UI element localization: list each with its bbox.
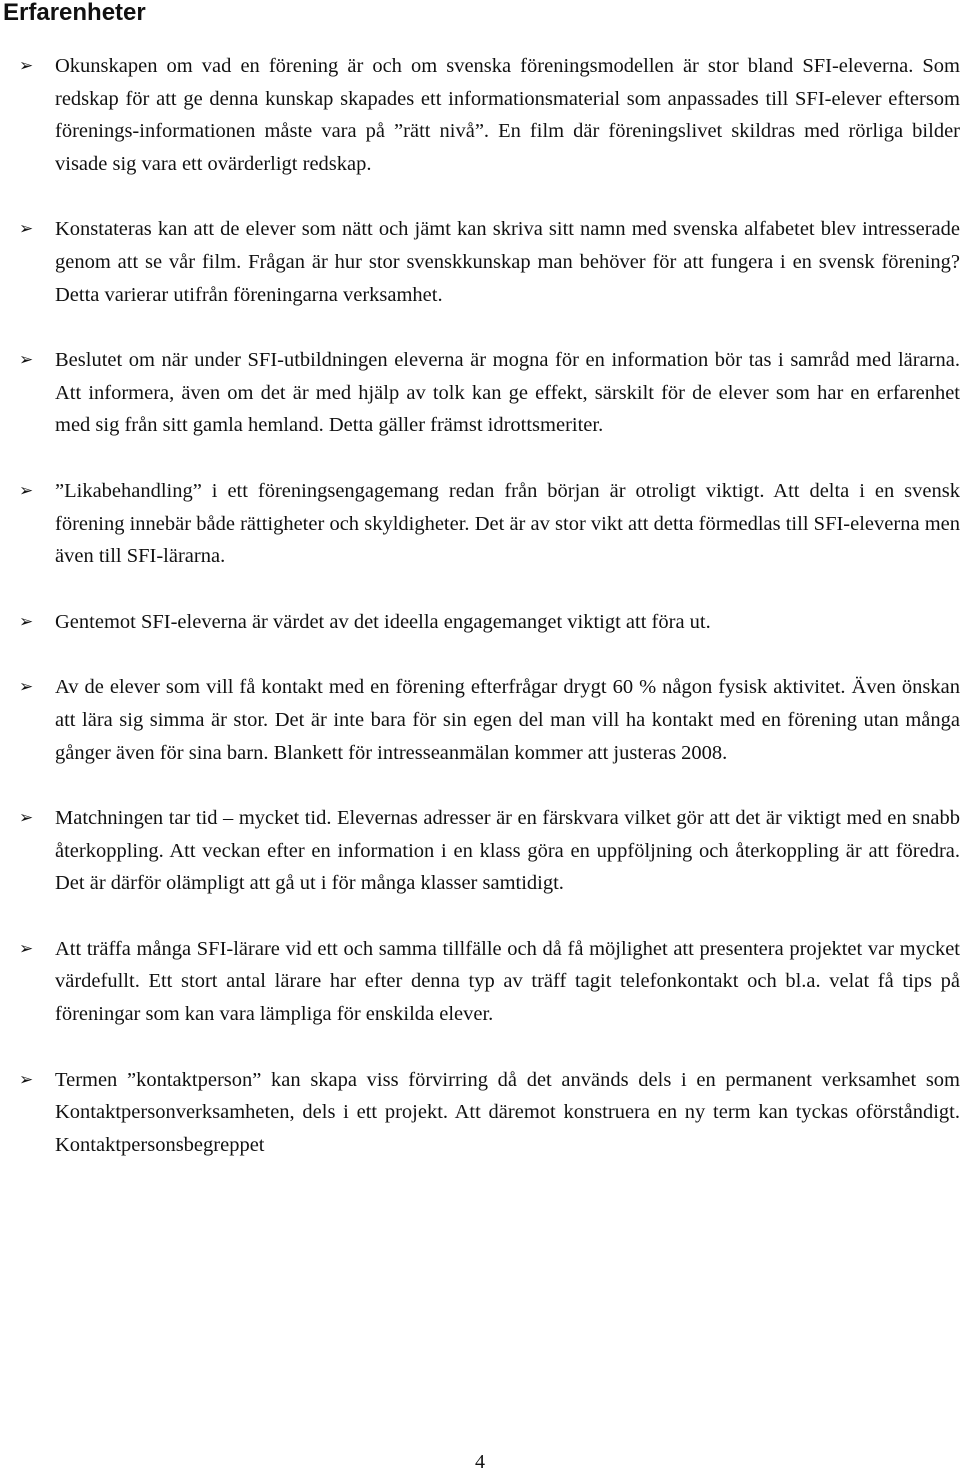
bullet-item: [0, 933, 960, 1031]
arrowhead-bullet-icon: ➢: [19, 611, 34, 632]
arrowhead-bullet-icon: ➢: [19, 808, 34, 829]
bullet-text: Beslutet om när under SFI-utbildningen eleverna är mogna för en information bör tas i samråd med lärarna. Att informera, även om det är med hjälp av tolk kan ge effekt, särskilt för de elever som har en erfarenhet med sig från sitt gamla hemland. Detta gäller främst idrottsmeriter.: [55, 349, 960, 437]
bullet-text: Termen ”kontaktperson” kan skapa viss förvirring då det används dels i en permanent verksamhet som Kontaktpersonverksamheten, dels i ett projekt. Att däremot konstruera en ny term kan tyckas oförståndigt. Kontaktpersonsbegreppet: [55, 1068, 960, 1156]
arrowhead-bullet-icon: ➢: [19, 56, 34, 76]
bullet-item: [0, 344, 960, 442]
bullet-item: [0, 606, 960, 639]
bullet-item: [0, 1064, 960, 1162]
page-number: 4: [475, 1451, 485, 1473]
bullet-text: ”Likabehandling” i ett föreningsengagemang redan från början är otroligt viktigt. Att delta i en svensk förening innebär både rättigheter och skyldigheter. Det är av stor vikt att detta förmedlas till SFI-eleverna men även till SFI-lärarna.: [55, 479, 960, 568]
section-heading: Erfarenheter: [3, 0, 146, 26]
bullet-text: Okunskapen om vad en förening är och om svenska föreningsmodellen är stor bland SFI-eleverna. Som redskap för att ge denna kunskap skapades ett informationsmaterial som anpassades till SFI-elever eftersom förenings-informationen måste vara på ”rätt nivå”. En film där föreningslivet skildras med rörliga bilder visade sig vara ett ovärderligt redskap.: [55, 55, 960, 175]
bullet-text: Att träffa många SFI-lärare vid ett och samma tillfälle och då få möjlighet att presentera projektet var mycket värdefullt. Ett stort antal lärare har efter denna typ av träff tagit telefonkontakt och bl.a. velat få tips på föreningar som kan vara lämpliga för enskilda elever.: [55, 937, 960, 1026]
arrowhead-bullet-icon: ➢: [19, 1069, 34, 1090]
bullet-text: Gentemot SFI-eleverna är värdet av det ideella engagemanget viktigt att föra ut.: [55, 610, 711, 633]
bullet-item: [0, 802, 960, 900]
arrowhead-bullet-icon: ➢: [19, 350, 34, 371]
experience-bullet-list: [0, 50, 960, 1194]
bullet-text: Av de elever som vill få kontakt med en förening efterfrågar drygt 60 % någon fysisk aktivitet. Även önskan att lära sig simma är stor. Det är inte bara för sin egen del man vill ha kontakt med en förening utan många gånger även för sina barn. Blankett för intresseanmälan kommer att justeras 2008.: [55, 676, 960, 764]
bullet-item: [0, 50, 960, 180]
bullet-item: [0, 475, 960, 573]
bullet-item: [0, 671, 960, 769]
arrowhead-bullet-icon: ➢: [19, 480, 34, 501]
arrowhead-bullet-icon: ➢: [19, 677, 34, 698]
bullet-item: [0, 213, 960, 311]
bullet-text: Konstateras kan att de elever som nätt och jämt kan skriva sitt namn med svenska alfabetet blev intresserade genom att se vår film. Frågan är hur stor svenskkunskap man behöver för att fungera i en svensk förening? Detta varierar utifrån föreningarna verksamhet.: [55, 218, 960, 306]
arrowhead-bullet-icon: ➢: [19, 938, 34, 959]
arrowhead-bullet-icon: ➢: [19, 219, 34, 240]
bullet-text: Matchningen tar tid – mycket tid. Elevernas adresser är en färskvara vilket gör att det är viktigt med en snabb återkoppling. Att veckan efter en information i en klass göra en uppföljning och återkoppling är att föredra. Det är därför olämpligt att gå ut i för många klasser samtidigt.: [55, 807, 960, 895]
